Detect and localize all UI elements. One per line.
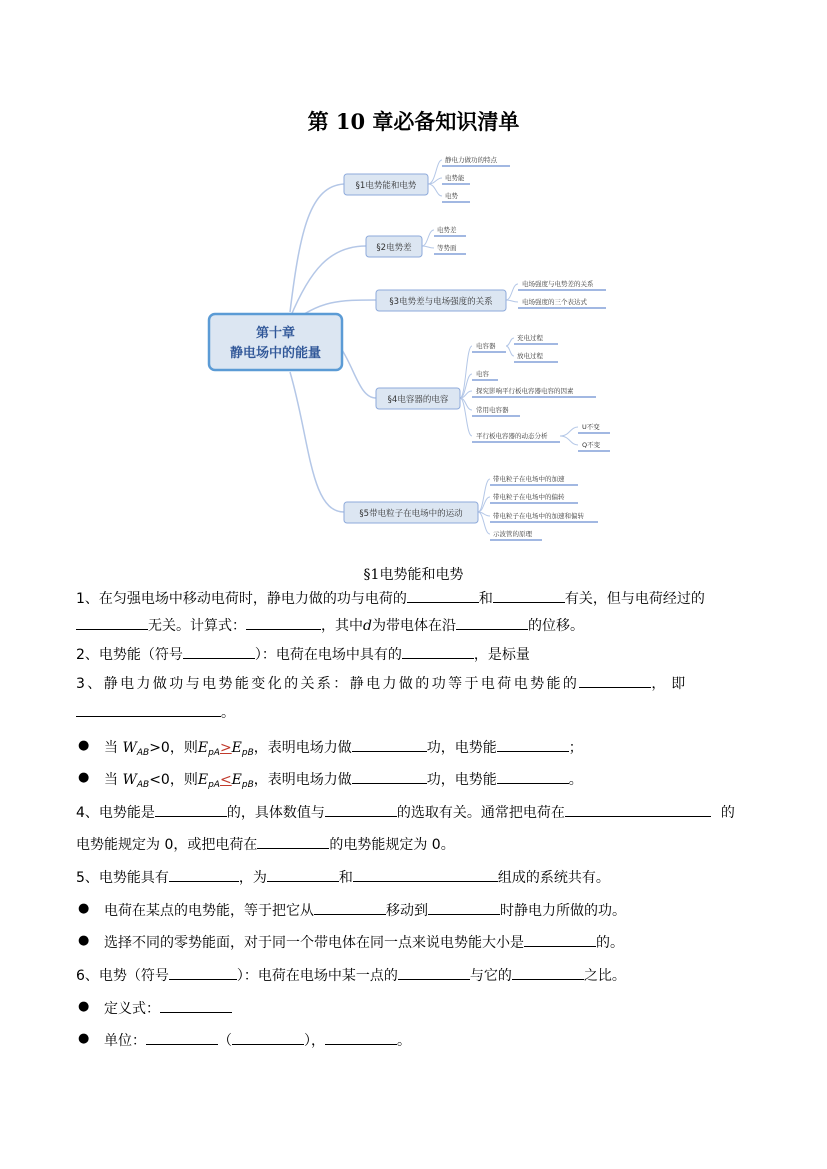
q1-blank-1[interactable] xyxy=(407,587,479,603)
q2-blank-1[interactable] xyxy=(183,643,255,659)
leaf-s3-2: 电场强度的三个表达式 xyxy=(522,298,587,306)
bn-e1-sub: pA xyxy=(208,780,220,790)
q4-blank-1[interactable] xyxy=(155,801,227,817)
leaf-s4-5: 平行板电容器的动态分析 xyxy=(476,432,548,440)
bn-e2-sub: pB xyxy=(241,780,254,790)
page-title: 第 10 章必备知识清单 xyxy=(307,109,520,134)
b5a-text-a: 电荷在某点的电势能，等于把它从 xyxy=(104,903,314,919)
q2-blank-2[interactable] xyxy=(402,643,474,659)
q1-text-b: 和 xyxy=(478,591,493,607)
mind-map xyxy=(0,0,827,560)
q6-blank-1[interactable] xyxy=(169,964,237,980)
bn-text-c: ，表明电场力做 xyxy=(253,772,352,788)
q4-blank-3[interactable] xyxy=(565,801,711,817)
q1-text-g: 的位移。 xyxy=(527,618,584,634)
bn-blank-1[interactable] xyxy=(352,768,427,784)
q1-blank-5[interactable] xyxy=(456,614,528,630)
leaf-s4-2: 电容 xyxy=(476,370,489,378)
bullet-dot-icon: ● xyxy=(78,1031,90,1046)
bp-e1-sub: pA xyxy=(208,748,220,758)
leaf-s4-3: 探究影响平行板电容器电容的因素 xyxy=(476,387,574,395)
bp-e2: E xyxy=(231,740,242,756)
bullet-dot-icon: ● xyxy=(78,738,90,753)
leaf-s4-cap-2: 放电过程 xyxy=(517,352,543,360)
q6-blank-2[interactable] xyxy=(398,964,470,980)
bullet-dot-icon: ● xyxy=(78,770,90,785)
leaf-s3-1: 电场强度与电势差的关系 xyxy=(522,280,594,288)
q5-blank-2[interactable] xyxy=(267,866,339,882)
q5-blank-3[interactable] xyxy=(353,866,498,882)
bn-cond: <0，则 xyxy=(149,772,198,788)
q6-line xyxy=(76,964,741,986)
node-s2-label: §2电势差 xyxy=(376,243,412,253)
q4-blank-4[interactable] xyxy=(257,833,329,849)
q5-text-d: 组成的系统共有。 xyxy=(497,870,610,886)
bn-blank-2[interactable] xyxy=(497,768,569,784)
b6b-blank-1[interactable] xyxy=(146,1029,218,1045)
q1-text-e: ，其中 xyxy=(321,618,363,634)
b5a-blank-2[interactable] xyxy=(428,899,500,915)
bn-w-sub: AB xyxy=(136,780,150,790)
bullet-dot-icon: ● xyxy=(78,933,90,948)
bn-e1: E xyxy=(197,772,209,788)
q4-blank-2[interactable] xyxy=(325,801,397,817)
q1-blank-2[interactable] xyxy=(493,587,565,603)
bp-text-d: 功，电势能 xyxy=(426,740,497,756)
q1-line1 xyxy=(76,587,741,609)
b5a-text-b: 移动到 xyxy=(386,903,428,919)
b6b-text-b: （ xyxy=(218,1033,232,1049)
bp-cond: >0，则 xyxy=(149,740,198,756)
bp-w-sub: AB xyxy=(136,748,150,758)
q6-blank-3[interactable] xyxy=(512,964,584,980)
bp-text-a: 当 xyxy=(104,740,118,756)
leaf-s5-4: 示波管的原理 xyxy=(493,530,532,538)
q1-blank-3[interactable] xyxy=(76,614,148,630)
bp-e1: E xyxy=(197,740,209,756)
q6-text-a: 6、电势（符号 xyxy=(76,968,169,984)
leaf-s4-dyn-1: U不变 xyxy=(582,423,600,431)
root-label-1: 第十章 xyxy=(255,326,296,341)
bp-blank-1[interactable] xyxy=(352,736,427,752)
section-heading: §1电势能和电势 xyxy=(363,567,464,583)
b5a-blank-1[interactable] xyxy=(314,899,386,915)
q5-line xyxy=(76,866,741,888)
q5-blank-1[interactable] xyxy=(169,866,239,882)
leaf-s5-3: 带电粒子在电场中的加速和偏转 xyxy=(493,512,584,520)
mind-map-root-node xyxy=(209,314,342,370)
q1-text-d: 无关。计算式： xyxy=(148,618,246,634)
b6b-blank-2[interactable] xyxy=(232,1029,304,1045)
q4-text-d: 的 xyxy=(720,805,735,821)
b6b-blank-3[interactable] xyxy=(325,1029,397,1045)
leaf-s1-1: 静电力做功的特点 xyxy=(445,156,497,164)
q1-text-c: 有关，但与电荷经过的 xyxy=(564,591,705,607)
node-s3-label: §3电势差与电场强度的关系 xyxy=(389,297,493,307)
q1-line2 xyxy=(76,614,741,636)
q1-text-f: 为带电体在沿 xyxy=(371,618,456,634)
q4-text-c: 的选取有关。通常把电荷在 xyxy=(396,805,565,821)
leaf-s1-3: 电势 xyxy=(445,192,458,200)
q5-text-a: 5、电势能具有 xyxy=(76,870,169,886)
q1-text-a: 1、在匀强电场中移动电荷时，静电力做的功与电荷的 xyxy=(76,591,407,607)
q4-text-a: 4、电势能是 xyxy=(76,805,155,821)
q4-text-e: 电势能规定为 0，或把电荷在 xyxy=(76,837,258,853)
q4-line2 xyxy=(76,833,741,855)
q3-blank-1[interactable] xyxy=(579,672,651,688)
q5-text-c: 和 xyxy=(338,870,353,886)
bn-text-d: 功，电势能 xyxy=(426,772,497,788)
q4-line1 xyxy=(76,801,741,823)
node-s4-label: §4电容器的电容 xyxy=(387,395,449,405)
q1-var-d: d xyxy=(363,618,372,634)
q6-text-b: ）：电荷在电场中某一点的 xyxy=(236,968,398,984)
b5b-text-a: 选择不同的零势能面，对于同一个带电体在同一点来说电势能大小是 xyxy=(104,935,524,951)
leaf-s4-4: 常用电容器 xyxy=(476,406,509,414)
leaf-s4-cap-1: 充电过程 xyxy=(517,334,543,342)
b6a-text-a: 定义式： xyxy=(104,1001,160,1017)
bn-text-end: 。 xyxy=(568,772,583,788)
leaf-s2-1: 电势差 xyxy=(437,226,457,234)
b6b-text-a: 单位： xyxy=(104,1033,146,1049)
bullet-negative-work xyxy=(78,768,583,795)
q2-text-a: 2、电势能（符号 xyxy=(76,647,183,663)
q4-text-b: 的，具体数值与 xyxy=(226,805,325,821)
leaf-s1-2: 电势能 xyxy=(445,174,465,182)
bullet-positive-work xyxy=(78,736,583,763)
b6b-text-d: 。 xyxy=(397,1033,411,1049)
q3-text-end: 。 xyxy=(221,705,235,721)
leaf-s4-1: 电容器 xyxy=(476,342,496,350)
b5b-text-b: 的。 xyxy=(596,935,624,951)
bullet-6a xyxy=(78,997,232,1019)
leaf-s2-2: 等势面 xyxy=(437,244,457,252)
bullet-5b xyxy=(78,931,624,953)
q4-text-f: 的电势能规定为 0。 xyxy=(329,837,455,853)
leaf-s5-2: 带电粒子在电场中的偏转 xyxy=(493,493,565,501)
q3-text-b: ，即 xyxy=(651,676,692,692)
root-label-2: 静电场中的能量 xyxy=(229,346,322,361)
b5b-blank-1[interactable] xyxy=(524,931,596,947)
q2-text-b: ）：电荷在电场中具有的 xyxy=(254,647,402,663)
bp-w: W xyxy=(122,740,137,756)
leaf-s5-1: 带电粒子在电场中的加速 xyxy=(493,475,565,483)
b5a-text-c: 时静电力所做的功。 xyxy=(500,903,626,919)
node-s1-label: §1电势能和电势 xyxy=(355,181,417,191)
q3-line1 xyxy=(76,672,741,694)
q6-text-c: 与它的 xyxy=(469,968,512,984)
bn-e2: E xyxy=(231,772,242,788)
bn-w: W xyxy=(122,772,137,788)
bp-text-end: ； xyxy=(568,740,583,756)
bullet-6b xyxy=(78,1029,411,1051)
b6a-blank-1[interactable] xyxy=(160,997,232,1013)
bp-e2-sub: pB xyxy=(241,748,254,758)
bp-rel: > xyxy=(219,740,232,756)
q2-line xyxy=(76,643,741,665)
bn-rel: < xyxy=(219,772,232,788)
bullet-5a xyxy=(78,899,626,921)
bp-text-c: ，表明电场力做 xyxy=(253,740,352,756)
q3-blank-2[interactable] xyxy=(76,701,221,717)
bullet-dot-icon: ● xyxy=(78,901,90,916)
q5-text-b: ，为 xyxy=(238,870,267,886)
leaf-s4-dyn-2: Q不变 xyxy=(582,441,601,449)
bn-text-a: 当 xyxy=(104,772,118,788)
q1-blank-4[interactable] xyxy=(246,614,321,630)
bp-blank-2[interactable] xyxy=(497,736,569,752)
q2-text-c: ，是标量 xyxy=(473,647,530,663)
bullet-dot-icon: ● xyxy=(78,999,90,1014)
b6b-text-c: ）， xyxy=(304,1033,325,1049)
node-s5-label: §5带电粒子在电场中的运动 xyxy=(359,509,463,519)
q6-text-d: 之比。 xyxy=(583,968,626,984)
q3-text-a: 3、静电力做功与电势能变化的关系：静电力做的功等于电荷电势能的 xyxy=(76,676,580,692)
q3-line2 xyxy=(76,701,741,723)
